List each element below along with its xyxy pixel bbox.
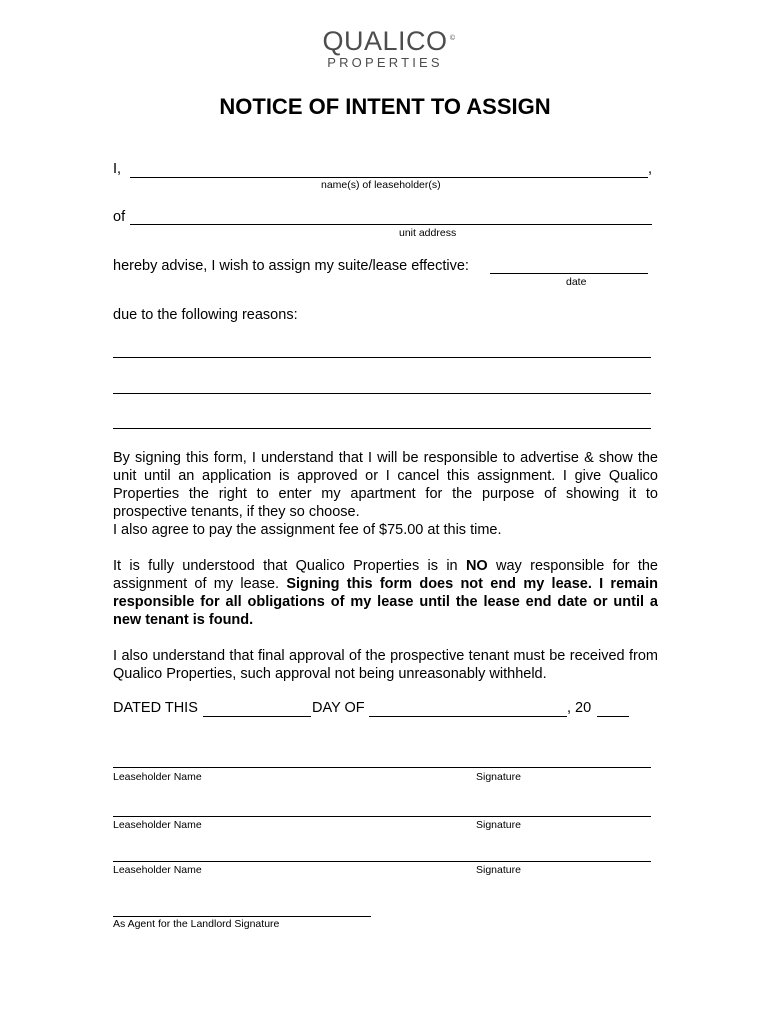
signature-line[interactable]	[113, 767, 651, 768]
leaseholder-prefix: I,	[113, 161, 122, 177]
logo-wordmark: QUALICO ©	[322, 26, 456, 56]
dated-this-label: DATED THIS	[113, 700, 198, 716]
page-title: NOTICE OF INTENT TO ASSIGN	[219, 94, 551, 119]
leaseholder-name-line[interactable]	[130, 177, 648, 178]
unit-address-line[interactable]	[130, 224, 652, 225]
month-line[interactable]	[369, 716, 567, 717]
leaseholder-caption: name(s) of leaseholder(s)	[321, 179, 441, 191]
obligations-bold-text: Signing this form does not end my lease. I remain responsible for all obligations of my lease until the lease end date or until a new tenant is found.	[113, 576, 658, 628]
day-line[interactable]	[203, 716, 311, 717]
unit-prefix: of	[113, 209, 126, 225]
leaseholder-name-label: Leaseholder Name	[113, 771, 202, 783]
responsibility-paragraph	[113, 449, 658, 539]
agent-signature-line[interactable]	[113, 916, 371, 917]
liability-paragraph	[113, 557, 658, 629]
reason-line[interactable]	[113, 393, 651, 394]
signature-label: Signature	[476, 864, 521, 876]
logo-subtitle: PROPERTIES	[327, 55, 443, 70]
reasons-label: due to the following reasons:	[113, 307, 298, 323]
liability-text-part1: It is fully understood that Qualico Properties is in	[113, 558, 466, 574]
reason-line[interactable]	[113, 428, 651, 429]
fee-text: I also agree to pay the assignment fee of $75.00 at this time.	[113, 522, 502, 538]
signature-label: Signature	[476, 819, 521, 831]
liability-text-part2: way responsible for the assignment of my lease.	[113, 558, 659, 592]
leaseholder-suffix: ,	[648, 161, 653, 177]
year-prefix: , 20	[567, 700, 592, 716]
day-of-label: DAY OF	[312, 700, 365, 716]
unit-address-caption: unit address	[399, 227, 457, 239]
company-logo	[0, 26, 770, 70]
date-caption: date	[566, 276, 587, 288]
reason-line[interactable]	[113, 357, 651, 358]
signature-line[interactable]	[113, 816, 651, 817]
responsibility-text: By signing this form, I understand that I will be responsible to advertise & show the unit until an application is approved or I cancel this assignment. I give Qualico Properties the right to enter my apartment for the purpose of showing it to prospective tenants, if they so choose.	[113, 450, 658, 520]
logo-registered-mark: ©	[449, 35, 456, 42]
effective-date-line[interactable]	[490, 273, 648, 274]
year-line[interactable]	[597, 716, 629, 717]
no-emphasis: NO	[465, 558, 488, 574]
assign-statement: hereby advise, I wish to assign my suite/lease effective:	[113, 258, 469, 274]
leaseholder-name-label: Leaseholder Name	[113, 864, 202, 876]
agent-signature-label: As Agent for the Landlord Signature	[113, 918, 280, 930]
leaseholder-name-label: Leaseholder Name	[113, 819, 202, 831]
signature-label: Signature	[476, 771, 521, 783]
approval-paragraph: I also understand that final approval of the prospective tenant must be received from Qualico Properties, such approval not being unreasonably withheld.	[113, 648, 658, 682]
signature-line[interactable]	[113, 861, 651, 862]
